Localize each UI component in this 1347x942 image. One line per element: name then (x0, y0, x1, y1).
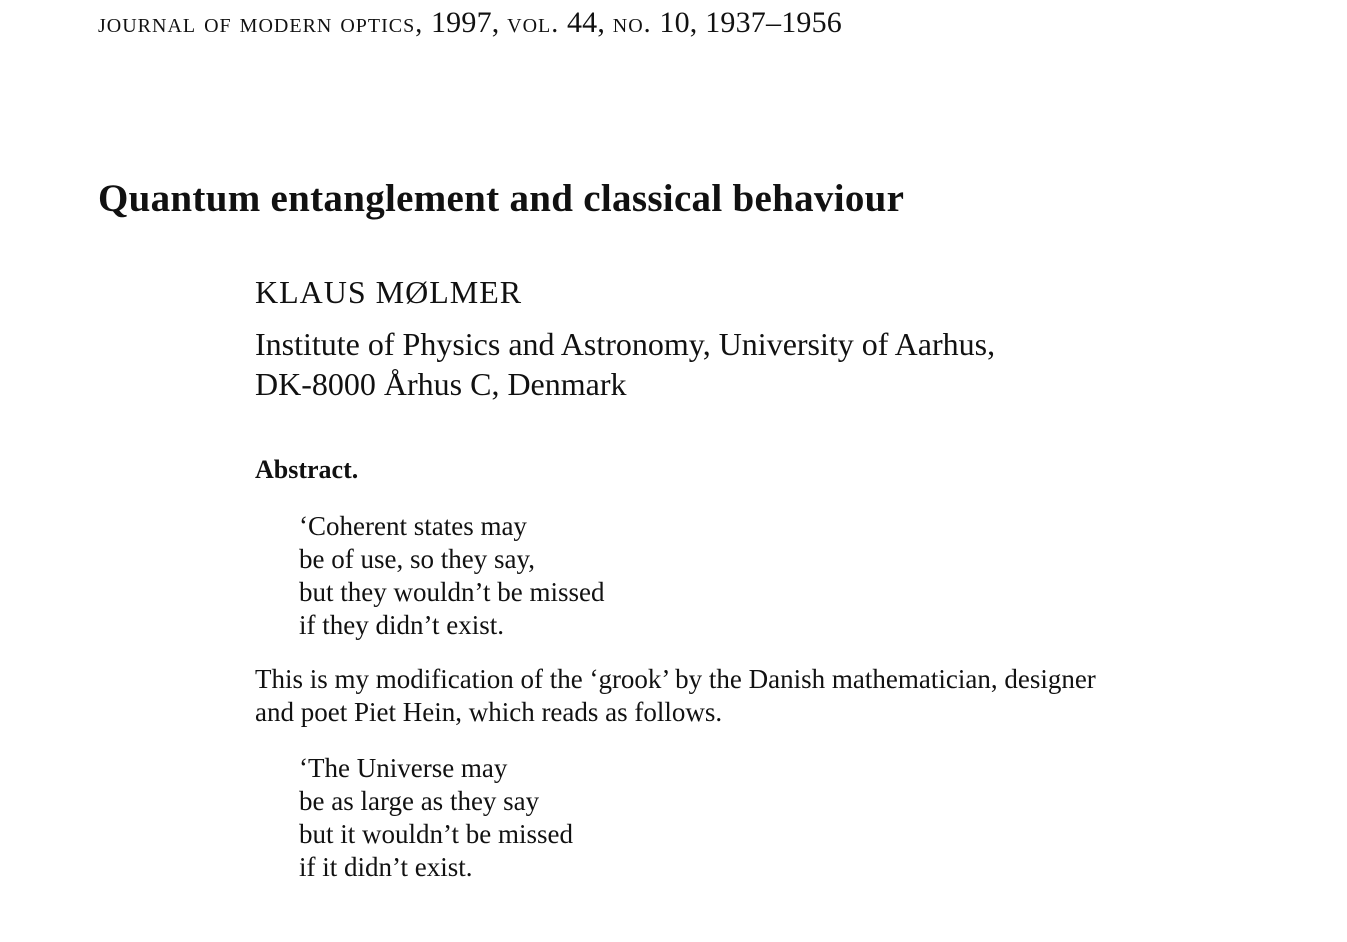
abstract-verse-original (299, 752, 573, 884)
verse-line: be as large as they say (299, 786, 540, 816)
issue-number: 10, (659, 6, 698, 39)
journal-year: 1997, (430, 6, 500, 39)
verse-line: if they didn’t exist. (299, 610, 504, 640)
paragraph-line: and poet Piet Hein, which reads as follows. (255, 697, 723, 727)
abstract-paragraph (255, 663, 1285, 729)
page-range: 1937–1956 (705, 6, 843, 39)
journal-name: journal of modern optics, (98, 8, 424, 39)
verse-line: be of use, so they say, (299, 544, 535, 574)
volume-number: 44, (566, 6, 606, 39)
verse-line: ‘Coherent states may (299, 511, 527, 541)
author-name: KLAUS MØLMER (255, 274, 523, 310)
affiliation-line: Institute of Physics and Astronomy, University of Aarhus, (255, 326, 996, 362)
issue-label: no. (612, 8, 652, 39)
verse-line: but they wouldn’t be missed (299, 577, 605, 607)
verse-line: but it wouldn’t be missed (299, 819, 573, 849)
volume-label: vol. (507, 8, 560, 39)
paragraph-line: This is my modification of the ‘grook’ by the Danish mathematician, designer (255, 664, 1096, 694)
verse-line: ‘The Universe may (299, 753, 508, 783)
abstract-heading: Abstract. (255, 455, 359, 484)
affiliation-line: DK-8000 Århus C, Denmark (255, 366, 627, 402)
author-affiliation (255, 324, 995, 404)
abstract-verse-modified (299, 510, 604, 642)
paper-title: Quantum entanglement and classical behaviour (98, 177, 905, 220)
verse-line: if it didn’t exist. (299, 852, 473, 882)
journal-citation (98, 6, 842, 40)
